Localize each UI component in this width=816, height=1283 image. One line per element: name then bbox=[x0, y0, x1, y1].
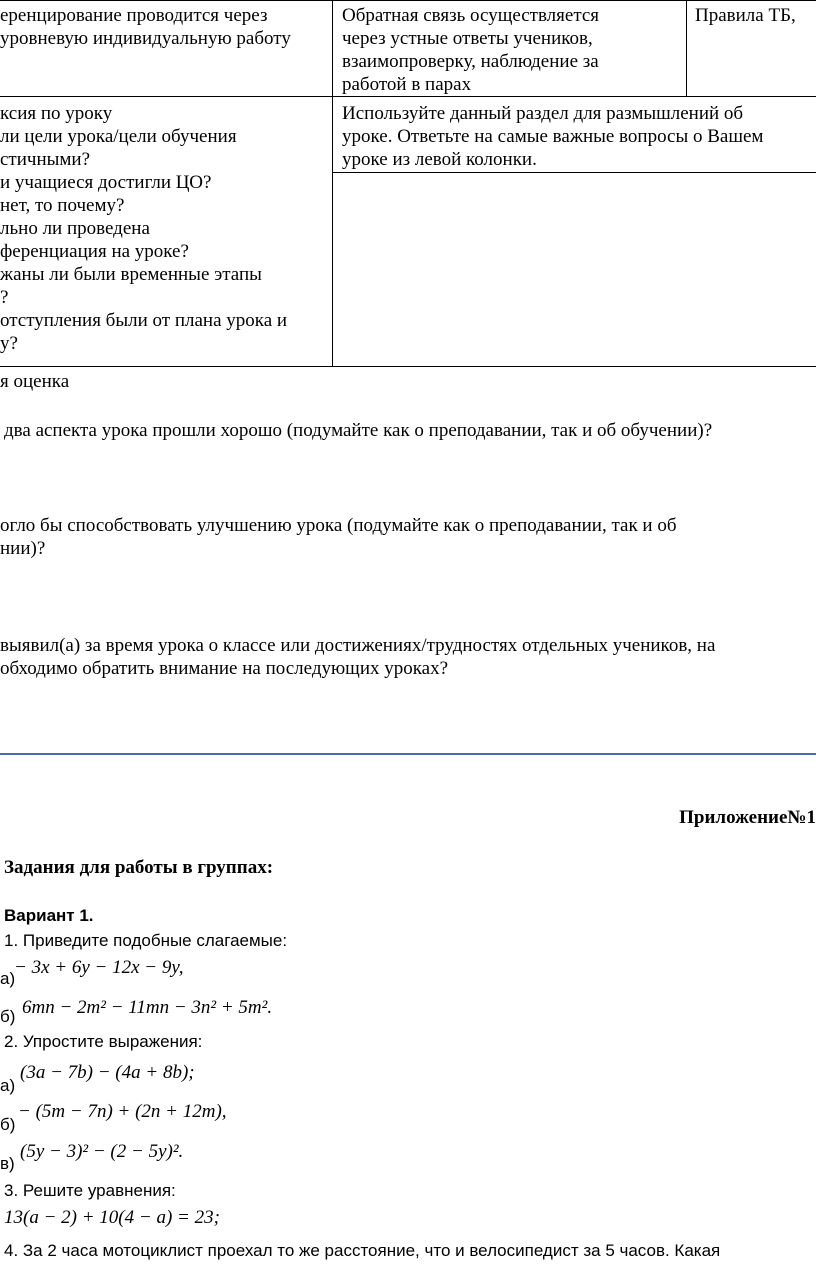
task2-b-expression: − (5m − 7n) + (2n + 12m), bbox=[18, 1101, 227, 1122]
text-line: Используйте данный раздел для размышлений об bbox=[342, 103, 744, 124]
task4-text: 4. За 2 часа мотоциклист проехал то же расстояние, что и велосипедист за 5 часов. Какая bbox=[4, 1241, 721, 1260]
text-line: обходимо обратить внимание на последующих уроках? bbox=[0, 658, 449, 679]
text-line: работой в парах bbox=[342, 74, 472, 95]
table-top-border bbox=[0, 0, 816, 1]
text-line: отступления были от плана урока и bbox=[0, 310, 288, 331]
table-row1-col3 bbox=[695, 4, 796, 27]
text-line: стичными? bbox=[0, 149, 91, 170]
task2-c-label: в) bbox=[0, 1154, 15, 1173]
task1-b-expression: 6mn − 2m² − 11mn − 3n² + 5m². bbox=[22, 997, 273, 1018]
text-line: ? bbox=[0, 287, 9, 308]
text-line: ференциация на уроке? bbox=[0, 241, 189, 262]
task1-a-label: а) bbox=[0, 969, 16, 988]
variant-title: Вариант 1. bbox=[4, 906, 94, 925]
table-row2-col2 bbox=[342, 102, 763, 171]
text-line: огло бы способствовать улучшению урока (подумайте как о преподавании, так и об bbox=[0, 515, 677, 536]
table-row2-col1 bbox=[0, 102, 287, 355]
task2-a-label: а) bbox=[0, 1076, 16, 1095]
text-line: взаимопроверку, наблюдение за bbox=[342, 51, 599, 72]
assessment-question-2 bbox=[0, 514, 677, 560]
text-line: ли цели урока/цели обучения bbox=[0, 126, 237, 147]
task2-a-expression: (3a − 7b) − (4a + 8b); bbox=[20, 1062, 195, 1083]
text-line: через устные ответы учеников, bbox=[342, 28, 593, 49]
text-line: льно ли проведена bbox=[0, 218, 150, 239]
page-separator bbox=[0, 753, 816, 755]
assessment-heading: я оценка bbox=[0, 371, 70, 392]
task1-title: 1. Приведите подобные слагаемые: bbox=[4, 931, 288, 950]
text-line: уровневую индивидуальную работу bbox=[0, 28, 291, 49]
task2-title: 2. Упростите выражения: bbox=[4, 1032, 203, 1051]
table-col2-inner-border bbox=[332, 172, 816, 173]
task1-a-expression: − 3x + 6y − 12x − 9y, bbox=[14, 957, 184, 978]
text-line: еренцирование проводится через bbox=[0, 5, 268, 26]
table-col2-divider bbox=[686, 0, 687, 96]
table-row1-col2 bbox=[342, 4, 599, 96]
task2-b-label: б) bbox=[0, 1115, 16, 1134]
text-line: выявил(а) за время урока о классе или достижениях/трудностях отдельных учеников, на bbox=[0, 635, 716, 656]
text-line: и учащиеся достигли ЦО? bbox=[0, 172, 212, 193]
appendix-label: Приложение№1 bbox=[679, 807, 816, 828]
text-line: Обратная связь осуществляется bbox=[342, 5, 600, 26]
table-row1-bottom-border bbox=[0, 96, 816, 97]
table-row2-bottom-border bbox=[0, 366, 816, 367]
text-line: Правила ТБ, bbox=[695, 5, 796, 26]
text-line: уроке из левой колонки. bbox=[342, 149, 537, 170]
text-line: два аспекта урока прошли хорошо (подумайте как о преподавании, так и об обучении)? bbox=[4, 420, 713, 441]
appendix-title: Задания для работы в группах: bbox=[4, 857, 274, 878]
task2-c-expression: (5y − 3)² − (2 − 5y)². bbox=[20, 1141, 184, 1162]
text-line: нет, то почему? bbox=[0, 195, 125, 216]
text-line: у? bbox=[0, 333, 18, 354]
task3-expression: 13(a − 2) + 10(4 − a) = 23; bbox=[4, 1207, 220, 1228]
table-row1-col1 bbox=[0, 4, 291, 50]
text-line: нии)? bbox=[0, 538, 46, 559]
assessment-question-1 bbox=[4, 419, 712, 442]
assessment-question-3 bbox=[0, 634, 715, 680]
task3-title: 3. Решите уравнения: bbox=[4, 1181, 176, 1200]
text-line: ксия по уроку bbox=[0, 103, 113, 124]
text-line: уроке. Ответьте на самые важные вопросы о Вашем bbox=[342, 126, 764, 147]
task1-b-label: б) bbox=[0, 1007, 16, 1026]
text-line: жаны ли были временные этапы bbox=[0, 264, 262, 285]
table-col1-divider bbox=[332, 0, 333, 366]
